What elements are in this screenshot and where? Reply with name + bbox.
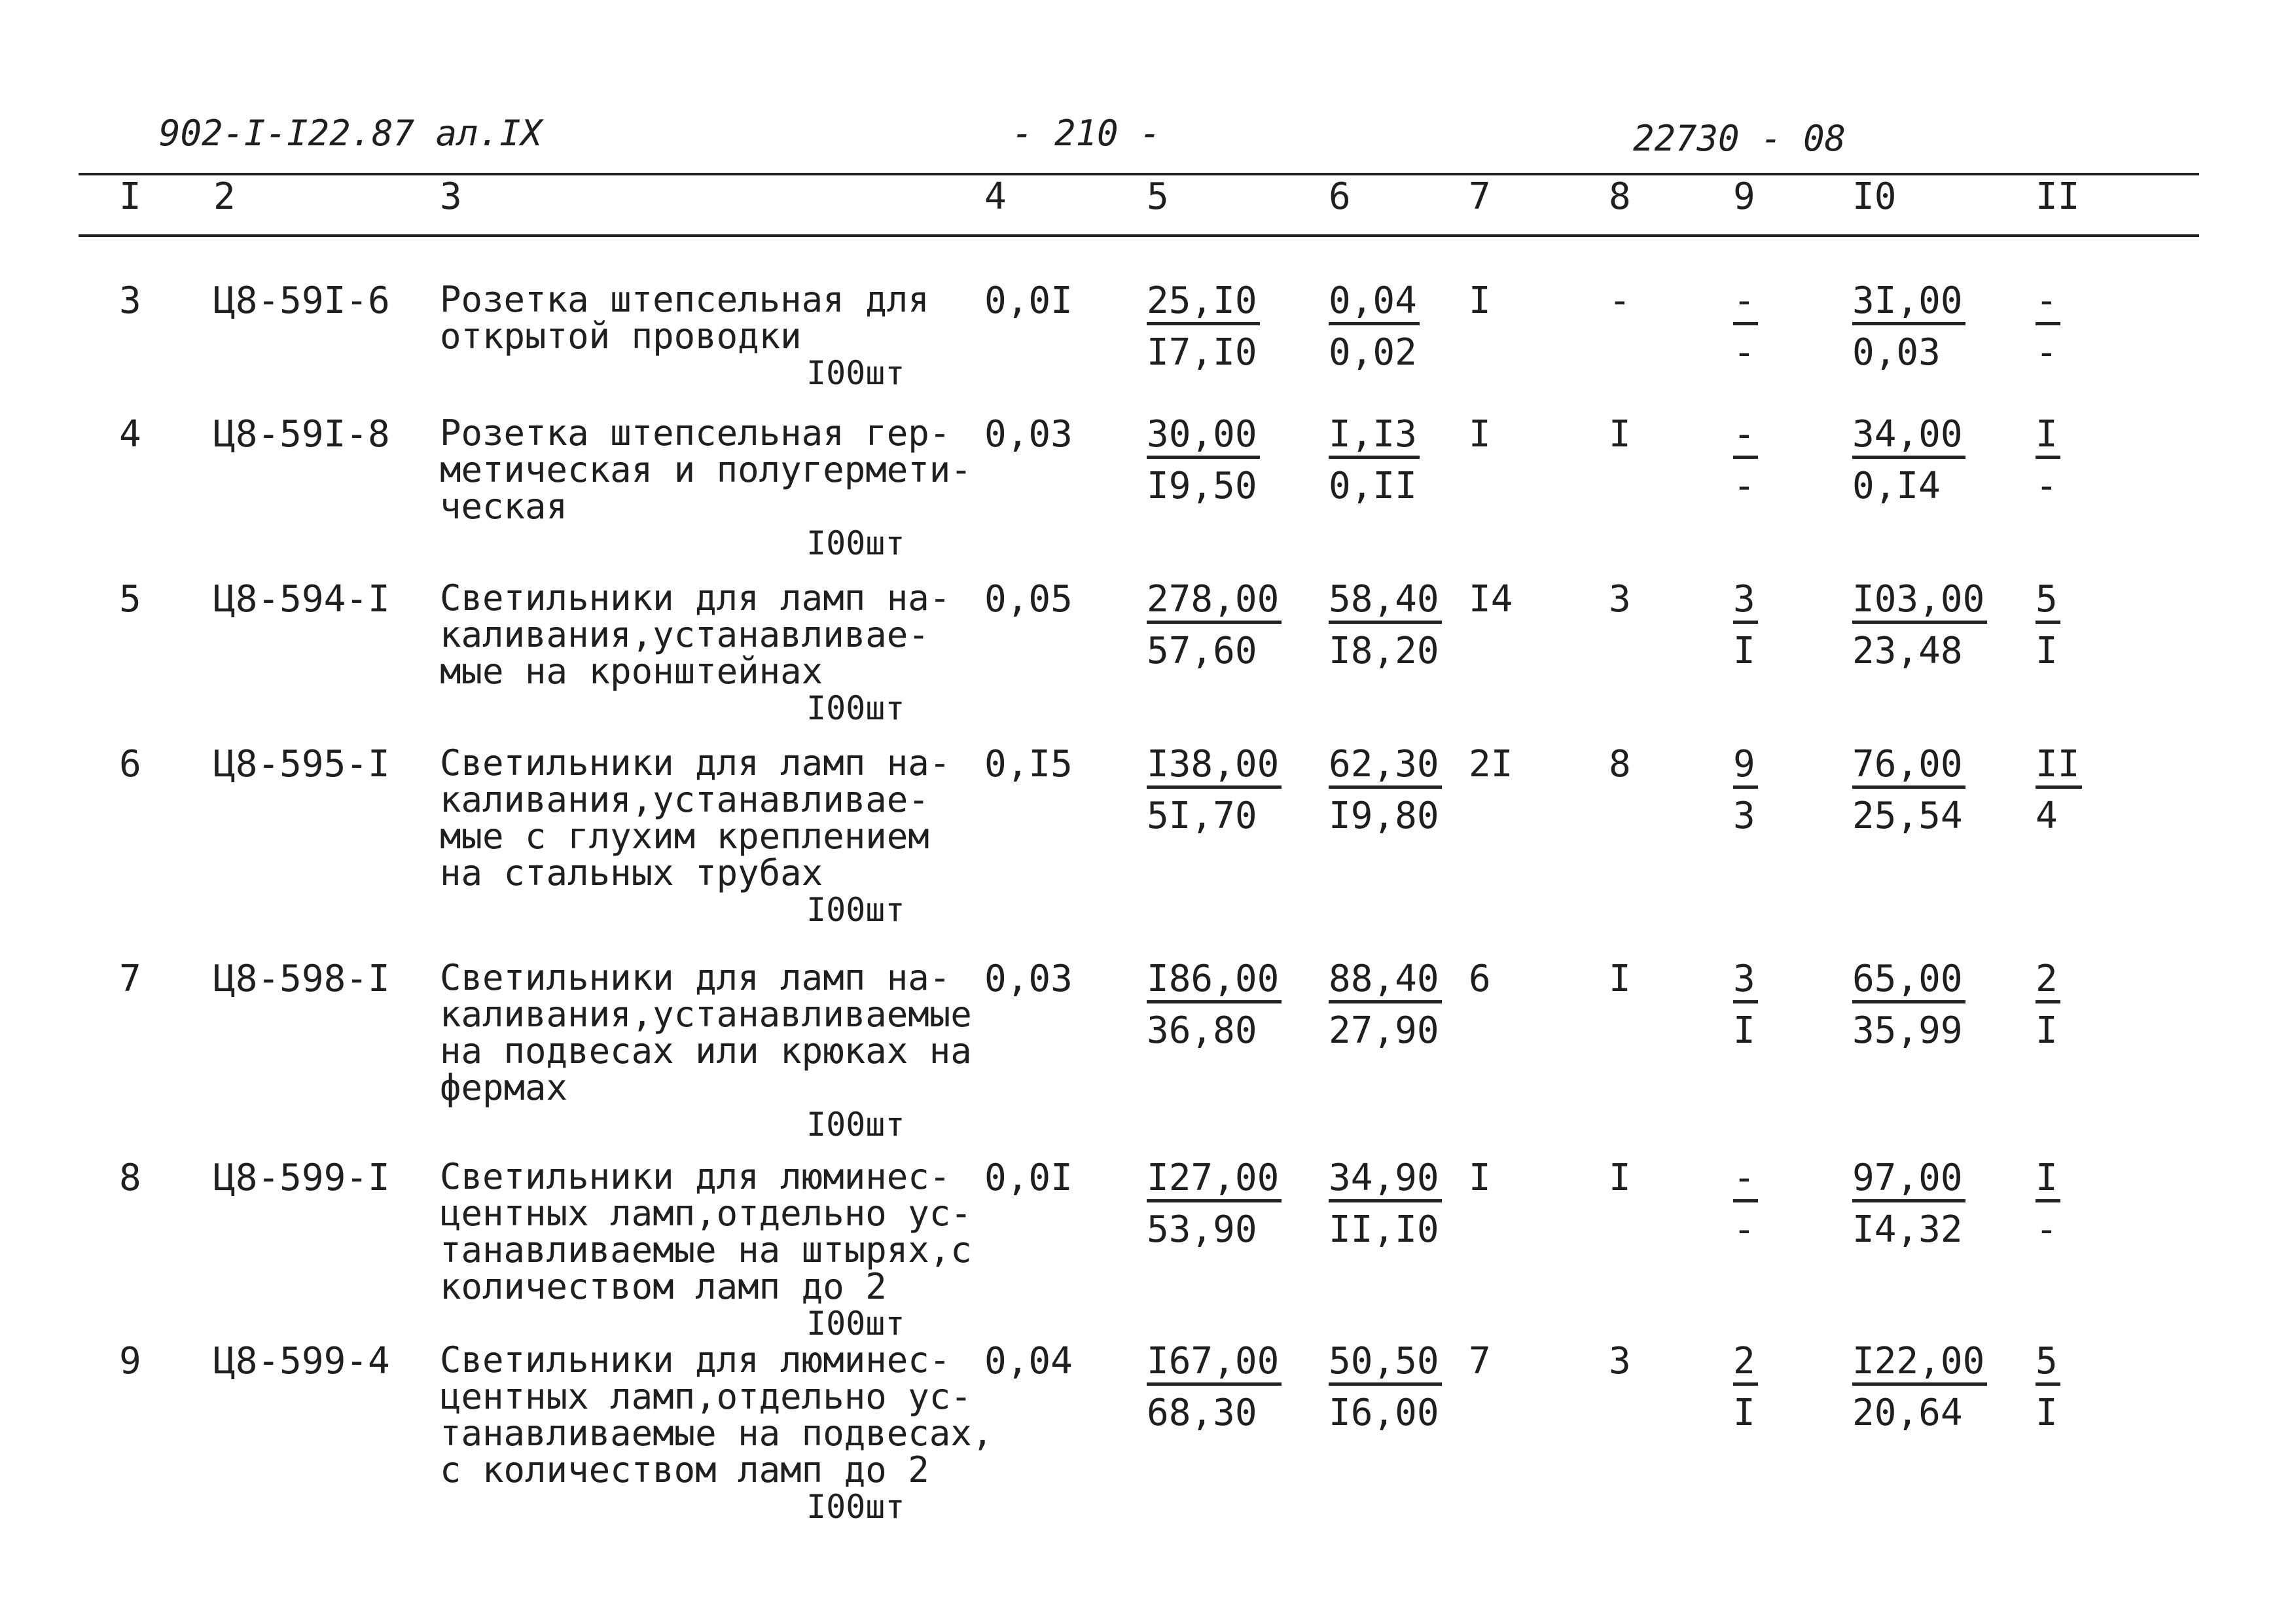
item-description [440,957,972,1144]
col9-fraction-bottom: - [1733,331,1755,374]
description-line: мые на кронштейнах [440,651,823,692]
col10-fraction-top: I03,00 [1852,580,1987,624]
col7-value: I [1469,280,1491,322]
col4-value: 0,0I [984,280,1073,322]
description-line: мые с глухим креплением [440,816,929,857]
col11-fraction-bottom: 4 [2036,795,2058,837]
col5-fraction [1147,745,1282,836]
col5-fraction [1147,1159,1282,1250]
col11-fraction-top: 5 [2036,580,2060,624]
col9-fraction-bottom: - [1733,465,1755,507]
description-line: Светильники для люминес- [440,1156,951,1197]
table-header-rule [79,234,2199,237]
description-line: Светильники для люминес- [440,1339,951,1380]
col9-fraction [1733,281,1758,372]
col10-fraction-bottom: 0,03 [1852,331,1941,374]
description-line: фермах [440,1067,568,1108]
col6-fraction-top: I,I3 [1329,415,1420,459]
description-line: ческая [440,486,568,527]
col10-fraction-top: I22,00 [1852,1342,1987,1386]
col9-fraction [1733,1342,1758,1433]
row-number: 9 [119,1340,141,1382]
col9-fraction-bottom: I [1733,1009,1755,1052]
description-line: открытой проводки [440,316,802,357]
description-line: количеством ламп до 2 [440,1266,887,1307]
row-number: 4 [119,413,141,456]
col6-fraction-top: 58,40 [1329,580,1442,624]
col6-fraction-top: 34,90 [1329,1159,1442,1202]
col8-value: I [1609,958,1631,1000]
col-header-2: 2 [213,175,236,218]
row-number: 5 [119,578,141,621]
row-number: 8 [119,1157,141,1199]
rate-code: Ц8-595-I [213,743,390,785]
col-header-11: II [2036,175,2080,218]
col10-fraction-bottom: 20,64 [1852,1392,1963,1434]
description-line: Розетка штепсельная гер- [440,412,951,454]
description-line: каливания,устанавливаемые [440,994,972,1035]
description-line: с количеством ламп до 2 [440,1449,929,1490]
col11-fraction [2036,281,2060,372]
col7-value: 2I [1469,743,1513,785]
col10-fraction-top: 97,00 [1852,1159,1965,1202]
col8-value: 3 [1609,1340,1631,1382]
col-header-8: 8 [1609,175,1631,218]
col9-fraction-bottom: 3 [1733,795,1755,837]
col5-fraction-top: I67,00 [1147,1342,1282,1386]
col11-fraction-bottom: I [2036,1392,2058,1434]
col-header-7: 7 [1469,175,1491,218]
description-line: Розетка штепсельная для [440,279,929,320]
unit-label: I00шт [806,524,905,562]
col6-fraction [1329,580,1442,671]
col8-value: I [1609,413,1631,456]
col11-fraction-top: I [2036,415,2060,459]
col5-fraction [1147,580,1282,671]
rate-code: Ц8-599-4 [213,1340,390,1382]
col9-fraction [1733,960,1758,1051]
col4-value: 0,05 [984,578,1073,621]
col-header-1: I [119,175,141,218]
col4-value: 0,0I [984,1157,1073,1199]
col11-fraction [2036,745,2082,836]
col9-fraction-top: 9 [1733,745,1758,789]
col10-fraction [1852,1159,1965,1250]
col9-fraction [1733,580,1758,671]
col8-value: I [1609,1157,1631,1199]
col-header-3: 3 [440,175,462,218]
item-description [440,577,951,727]
col11-fraction-bottom: - [2036,465,2058,507]
col10-fraction-bottom: I4,32 [1852,1208,1963,1251]
doc-code: 902-I-I22.87 ал.IX [159,113,543,154]
col7-value: I [1469,1157,1491,1199]
description-line: Светильники для ламп на- [440,577,951,619]
description-line: Светильники для ламп на- [440,742,951,784]
col11-fraction-top: 5 [2036,1342,2060,1386]
col8-value: 8 [1609,743,1631,785]
col10-fraction [1852,1342,1987,1433]
col-header-4: 4 [984,175,1007,218]
col5-fraction-top: I27,00 [1147,1159,1282,1202]
col6-fraction-bottom: I6,00 [1329,1392,1439,1434]
col9-fraction-bottom: - [1733,1208,1755,1251]
col9-fraction-bottom: I [1733,1392,1755,1434]
col6-fraction-bottom: 0,II [1329,465,1417,507]
col-header-9: 9 [1733,175,1755,218]
col10-fraction-top: 76,00 [1852,745,1965,789]
col7-value: I4 [1469,578,1513,621]
unit-label: I00шт [806,1488,905,1526]
unit-label: I00шт [806,891,905,929]
col11-fraction [2036,1342,2060,1433]
row-number: 7 [119,958,141,1000]
description-line: на стальных трубах [440,852,823,893]
col6-fraction [1329,745,1442,836]
col6-fraction-bottom: II,I0 [1329,1208,1439,1251]
col10-fraction-bottom: 25,54 [1852,795,1963,837]
unit-label: I00шт [806,1305,905,1343]
col4-value: 0,I5 [984,743,1073,785]
unit-label: I00шт [806,1106,905,1144]
rate-code: Ц8-59I-8 [213,413,390,456]
col4-value: 0,03 [984,958,1073,1000]
doc-number: 22730 - 08 [1633,118,1846,159]
col5-fraction-top: 278,00 [1147,580,1282,624]
col6-fraction-bottom: 0,02 [1329,331,1417,374]
col-header-6: 6 [1329,175,1351,218]
col5-fraction [1147,960,1282,1051]
col9-fraction-top: 3 [1733,580,1758,624]
unit-label: I00шт [806,689,905,727]
col5-fraction-bottom: 36,80 [1147,1009,1257,1052]
col10-fraction [1852,281,1965,372]
col5-fraction-bottom: 57,60 [1147,630,1257,672]
col7-value: I [1469,413,1491,456]
col11-fraction [2036,415,2060,506]
description-line: центных ламп,отдельно ус- [440,1193,972,1234]
col9-fraction [1733,745,1758,836]
col11-fraction-top: II [2036,745,2082,789]
col6-fraction-bottom: I8,20 [1329,630,1439,672]
col6-fraction-top: 0,04 [1329,281,1420,325]
description-line: на подвесах или крюках на [440,1030,972,1072]
col11-fraction [2036,580,2060,671]
col10-fraction-bottom: 35,99 [1852,1009,1963,1052]
description-line: центных ламп,отдельно ус- [440,1376,972,1417]
col7-value: 7 [1469,1340,1491,1382]
col5-fraction-bottom: I7,I0 [1147,331,1257,374]
rate-code: Ц8-599-I [213,1157,390,1199]
unit-label: I00шт [806,354,905,392]
col5-fraction-bottom: 68,30 [1147,1392,1257,1434]
col6-fraction-top: 50,50 [1329,1342,1442,1386]
col7-value: 6 [1469,958,1491,1000]
col6-fraction [1329,1342,1442,1433]
col10-fraction [1852,580,1987,671]
col9-fraction [1733,1159,1758,1250]
col10-fraction [1852,745,1965,836]
col9-fraction-top: 3 [1733,960,1758,1003]
col6-fraction [1329,1159,1442,1250]
col-header-5: 5 [1147,175,1169,218]
col5-fraction-bottom: I9,50 [1147,465,1257,507]
col11-fraction-bottom: I [2036,630,2058,672]
col8-value: - [1609,280,1631,322]
col11-fraction-bottom: I [2036,1009,2058,1052]
row-number: 6 [119,743,141,785]
col9-fraction-top: - [1733,1159,1758,1202]
page-number: - 210 - [1012,113,1161,154]
description-line: метическая и полугермети- [440,449,972,490]
col9-fraction-bottom: I [1733,630,1755,672]
col10-fraction [1852,960,1965,1051]
col5-fraction-bottom: 5I,70 [1147,795,1257,837]
col6-fraction-top: 88,40 [1329,960,1442,1003]
col10-fraction [1852,415,1965,506]
col5-fraction [1147,1342,1282,1433]
col10-fraction-top: 3I,00 [1852,281,1965,325]
col5-fraction-bottom: 53,90 [1147,1208,1257,1251]
col4-value: 0,04 [984,1340,1073,1382]
col9-fraction-top: - [1733,415,1758,459]
row-number: 3 [119,280,141,322]
description-line: танавливаемые на штырях,с [440,1229,972,1271]
col6-fraction [1329,415,1420,506]
col6-fraction [1329,960,1442,1051]
col11-fraction [2036,1159,2060,1250]
col6-fraction [1329,281,1420,372]
col11-fraction-bottom: - [2036,1208,2058,1251]
item-description [440,281,929,391]
col11-fraction-top: I [2036,1159,2060,1202]
item-description [440,412,972,562]
description-line: каливания,устанавливае- [440,614,929,655]
description-line: Светильники для ламп на- [440,957,951,998]
col5-fraction [1147,415,1260,506]
rate-code: Ц8-594-I [213,578,390,621]
col11-fraction [2036,960,2060,1051]
col8-value: 3 [1609,578,1631,621]
col11-fraction-bottom: - [2036,331,2058,374]
description-line: каливания,устанавливае- [440,779,929,820]
item-description [440,742,951,929]
col9-fraction-top: - [1733,281,1758,325]
col5-fraction-top: 25,I0 [1147,281,1260,325]
col5-fraction-top: 30,00 [1147,415,1260,459]
description-line: танавливаемые на подвесах, [440,1413,994,1454]
col10-fraction-bottom: 0,I4 [1852,465,1941,507]
col10-fraction-top: 34,00 [1852,415,1965,459]
col11-fraction-top: 2 [2036,960,2060,1003]
rate-code: Ц8-598-I [213,958,390,1000]
col5-fraction-top: I86,00 [1147,960,1282,1003]
item-description [440,1339,994,1526]
col5-fraction-top: I38,00 [1147,745,1282,789]
col-header-10: I0 [1852,175,1897,218]
col11-fraction-top: - [2036,281,2060,325]
col6-fraction-bottom: 27,90 [1329,1009,1439,1052]
col6-fraction-bottom: I9,80 [1329,795,1439,837]
col4-value: 0,03 [984,413,1073,456]
rate-code: Ц8-59I-6 [213,280,390,322]
col5-fraction [1147,281,1260,372]
col10-fraction-top: 65,00 [1852,960,1965,1003]
item-description [440,1156,972,1343]
col6-fraction-top: 62,30 [1329,745,1442,789]
col10-fraction-bottom: 23,48 [1852,630,1963,672]
col9-fraction-top: 2 [1733,1342,1758,1386]
col9-fraction [1733,415,1758,506]
